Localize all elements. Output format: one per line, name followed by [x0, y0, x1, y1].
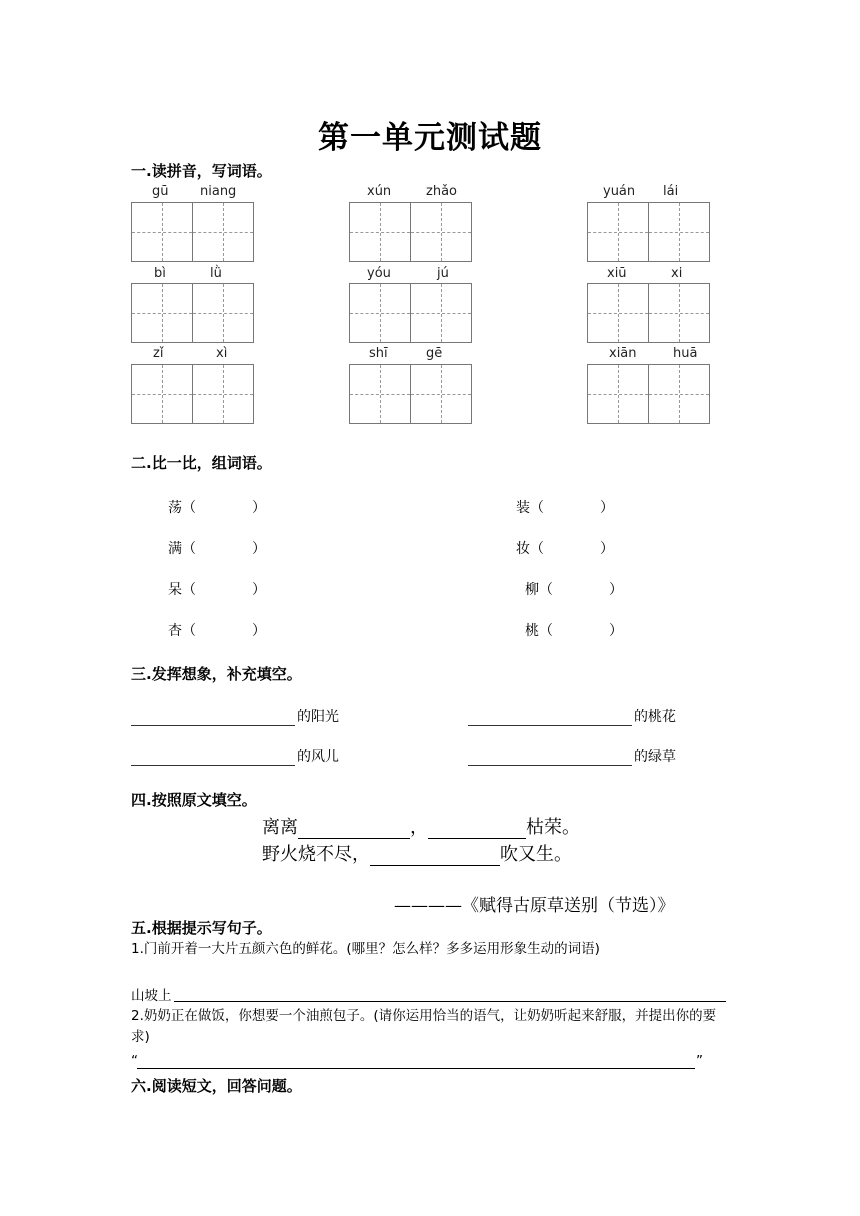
section-4-heading: 四.按照原文填空。: [131, 791, 257, 809]
section-1-heading: 一.读拼音，写词语。: [131, 162, 272, 180]
writing-grid[interactable]: [131, 283, 255, 343]
writing-grid[interactable]: [131, 364, 255, 424]
writing-grid[interactable]: [349, 202, 473, 262]
poem-text: 离离: [262, 817, 298, 838]
fill-blank[interactable]: [468, 746, 676, 766]
compare-item[interactable]: 桃（ ）: [525, 623, 623, 639]
writing-grid[interactable]: [349, 364, 473, 424]
compare-item[interactable]: 满（ ）: [168, 541, 266, 557]
pinyin: gē: [426, 346, 443, 361]
pinyin: jú: [437, 266, 449, 281]
poem-text: 吹又生。: [500, 844, 572, 865]
poem-source: ————《赋得古原草送别（节选）》: [394, 896, 675, 916]
poem-line-2: [262, 840, 572, 866]
fill-suffix: 的绿草: [634, 749, 676, 765]
poem-text: ，: [410, 817, 428, 838]
pinyin: yóu: [367, 266, 391, 281]
page-title: 第一单元测试题: [318, 120, 542, 156]
pinyin: yuán: [603, 184, 636, 199]
open-quote: “: [131, 1053, 138, 1069]
pinyin: niang: [200, 184, 237, 199]
pinyin: lǜ: [210, 266, 222, 281]
writing-grid[interactable]: [587, 283, 711, 343]
poem-blank[interactable]: [298, 820, 410, 839]
pinyin: xún: [367, 184, 392, 199]
compare-item[interactable]: 荡（ ）: [168, 500, 266, 516]
writing-grid[interactable]: [131, 202, 255, 262]
section-2-heading: 二.比一比，组词语。: [131, 454, 272, 472]
section-5-heading: 五.根据提示写句子。: [131, 919, 272, 937]
pinyin: huā: [673, 346, 698, 361]
compare-item[interactable]: 柳（ ）: [525, 582, 623, 598]
question-1: 1.门前开着一大片五颜六色的鲜花。(哪里？怎么样？多多运用形象生动的词语): [131, 941, 600, 957]
pinyin: bì: [154, 266, 166, 281]
poem-text: 野火烧不尽，: [262, 844, 370, 865]
pinyin: xì: [216, 346, 228, 361]
compare-item[interactable]: 装（ ）: [516, 500, 614, 516]
question-2: 2.奶奶正在做饭，你想要一个油煎包子。(请你运用恰当的语气，让奶奶听起来舒服，并提出你的要求): [131, 1008, 717, 1045]
fill-blank[interactable]: [131, 746, 339, 766]
answer-line[interactable]: [137, 1068, 695, 1069]
poem-line-1: [262, 813, 580, 839]
fill-blank[interactable]: [131, 706, 339, 726]
pinyin: xiān: [609, 346, 637, 361]
writing-grid[interactable]: [587, 202, 711, 262]
fill-suffix: 的桃花: [634, 709, 676, 725]
compare-item[interactable]: 呆（ ）: [168, 582, 266, 598]
poem-blank[interactable]: [428, 820, 526, 839]
pinyin: lái: [663, 184, 679, 199]
pinyin: zǐ: [153, 346, 164, 361]
pinyin: xi: [671, 266, 683, 281]
fill-suffix: 的风儿: [297, 749, 339, 765]
fill-blank[interactable]: [468, 706, 676, 726]
compare-item[interactable]: 妆（ ）: [516, 541, 614, 557]
fill-suffix: 的阳光: [297, 709, 339, 725]
writing-grid[interactable]: [587, 364, 711, 424]
compare-item[interactable]: 杏（ ）: [168, 623, 266, 639]
close-quote: ”: [696, 1053, 703, 1069]
section-6-heading: 六.阅读短文，回答问题。: [131, 1077, 302, 1095]
writing-grid[interactable]: [349, 283, 473, 343]
poem-blank[interactable]: [370, 847, 500, 866]
section-3-heading: 三.发挥想象，补充填空。: [131, 665, 302, 683]
pinyin: gū: [152, 184, 169, 199]
pinyin: shī: [369, 346, 388, 361]
poem-text: 枯荣。: [526, 817, 580, 838]
pinyin: xiū: [607, 266, 627, 281]
question-1-prefix: 山坡上: [131, 988, 172, 1004]
answer-line[interactable]: [174, 1001, 726, 1002]
pinyin: zhǎo: [426, 184, 457, 199]
